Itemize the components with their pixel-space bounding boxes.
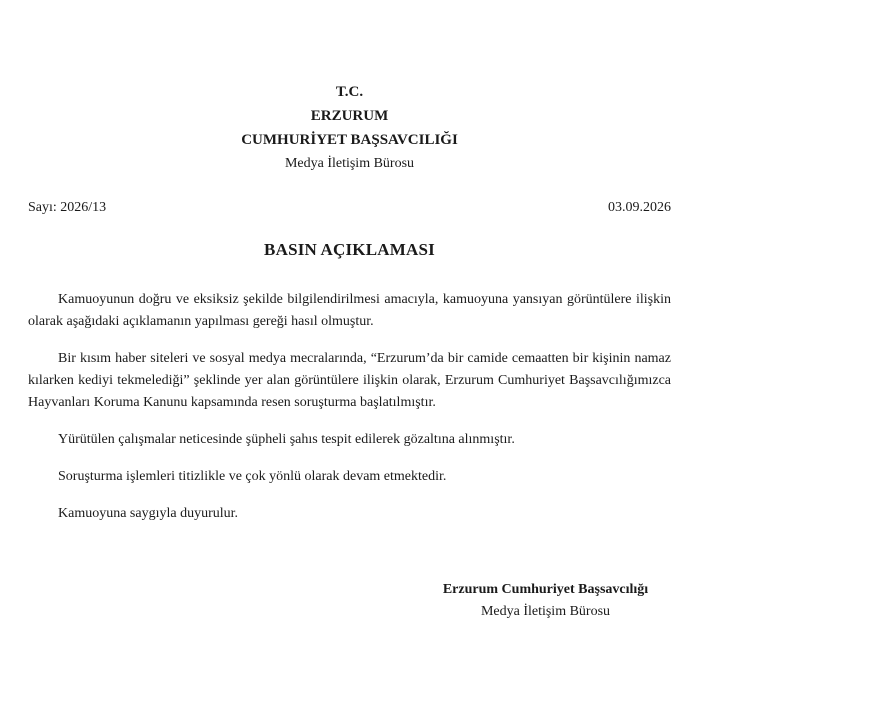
body-paragraph: Kamuoyuna saygıyla duyurulur. <box>58 506 239 521</box>
document-number: Sayı: 2026/13 <box>28 200 107 215</box>
document-title: BASIN AÇIKLAMASI <box>264 240 435 259</box>
body-paragraph: Yürütülen çalışmalar neticesinde şüpheli şahıs tespit edilerek gözaltına alınmıştır. <box>58 432 515 447</box>
body-paragraph: Kamuoyunun doğru ve eksiksiz şekilde bilgilendirilmesi amacıyla, kamuoyuna yansıyan görüntülere ilişkin olarak aşağıdaki açıklamanın yapılması gereği hasıl olmuştur. <box>28 292 671 329</box>
letterhead-city: ERZURUM <box>310 108 389 124</box>
press-release-page <box>28 0 671 703</box>
letterhead-office: Medya İletişim Bürosu <box>284 156 415 171</box>
signature-institution: Erzurum Cumhuriyet Başsavcılığı <box>442 582 649 597</box>
document-body <box>28 289 671 540</box>
letterhead-state: T.C. <box>335 84 364 100</box>
document-meta <box>28 198 671 218</box>
signature-office: Medya İletişim Bürosu <box>480 604 611 619</box>
document-date: 03.09.2026 <box>608 200 671 215</box>
body-paragraph: Bir kısım haber siteleri ve sosyal medya mecralarında, “Erzurum’da bir camide cemaatten bir kişinin namaz kılarken kediyi tekmelediği” şeklinde yer alan görüntülere ilişkin olarak, Erzurum Cumhuriyet Başsavcılığımızca Hayvanları Koruma Kanunu kapsamında resen soruşturma başlatılmıştır. <box>28 351 671 410</box>
signature-block <box>428 579 663 623</box>
body-paragraph: Soruşturma işlemleri titizlikle ve çok yönlü olarak devam etmektedir. <box>58 469 447 484</box>
letterhead <box>28 80 671 176</box>
letterhead-institution: CUMHURİYET BAŞSAVCILIĞI <box>241 132 458 148</box>
